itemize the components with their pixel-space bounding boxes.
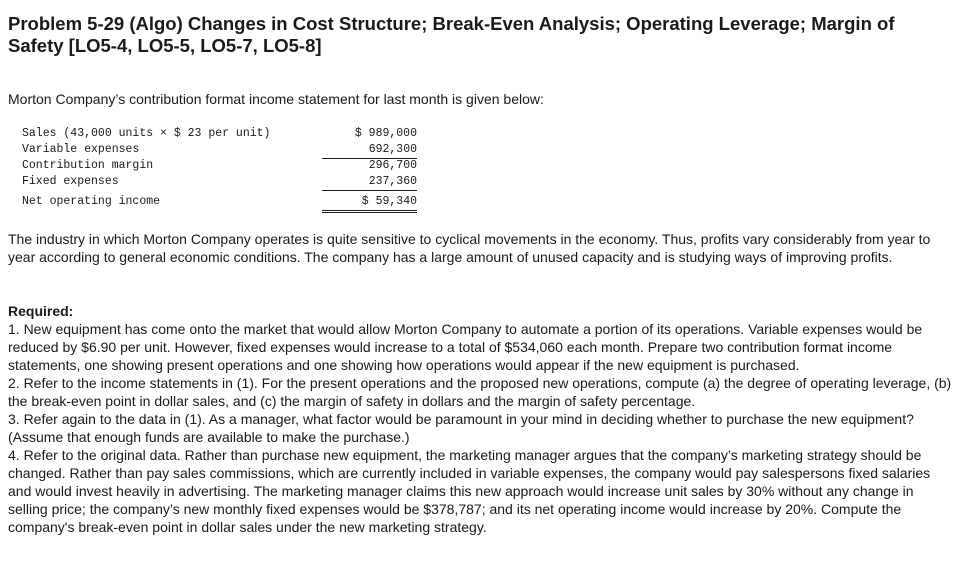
required-heading: Required: — [8, 303, 74, 319]
industry-paragraph: The industry in which Morton Company operates is quite sensitive to cyclical movements in the economy. Thus, profits vary considerably from year to year according to general economic conditions. The company has a large amount of unused capacity and is studying ways of improving profits. — [8, 231, 931, 265]
required-item-3: 3. Refer again to the data in (1). As a manager, what factor would be paramount in your mind in deciding whether to purchase the new equipment? (Assume that enough funds are available to make the purchase.) — [8, 411, 914, 445]
required-list — [8, 320, 953, 536]
statement-label: Fixed expenses — [22, 175, 119, 188]
statement-label: Net operating income — [22, 195, 161, 208]
statement-row-contribution-margin — [22, 158, 417, 174]
statement-amount: 237,360 — [322, 174, 417, 191]
statement-label: Sales (43,000 units × $ 23 per unit) — [22, 127, 271, 140]
statement-amount: $ 989,000 — [354, 127, 417, 140]
statement-row-net-operating-income — [22, 194, 417, 210]
income-statement — [22, 126, 417, 210]
statement-amount: 296,700 — [368, 159, 417, 172]
statement-row-fixed-expenses — [22, 174, 417, 190]
statement-amount: $ 59,340 — [322, 194, 417, 213]
statement-label: Contribution margin — [22, 159, 154, 172]
statement-amount: 692,300 — [322, 142, 417, 159]
statement-row-sales — [22, 126, 417, 142]
statement-label: Variable expenses — [22, 143, 140, 156]
statement-row-variable-expenses — [22, 142, 417, 158]
required-item-1: 1. New equipment has come onto the market that would allow Morton Company to automate a portion of its operations. Variable expenses would be reduced by $6.90 per unit. However, fixed expenses would increase to a total of $534,060 each month. Prepare two contribution format income statements, one showing present operations and one showing how operations would appear if the new equipment is purchased. — [8, 321, 923, 373]
required-item-2: 2. Refer to the income statements in (1). For the present operations and the proposed new operations, compute (a) the degree of operating leverage, (b) the break-even point in dollar sales, and (c) the margin of safety in dollars and the margin of safety percentage. — [8, 375, 952, 409]
intro-text: Morton Company’s contribution format income statement for last month is given below: — [8, 91, 544, 107]
problem-title: Problem 5-29 (Algo) Changes in Cost Structure; Break-Even Analysis; Operating Leverage; Margin of Safety [LO5-4, LO5-5, LO5-7, LO5-8] — [8, 13, 895, 56]
required-item-4: 4. Refer to the original data. Rather than purchase new equipment, the marketing manager argues that the company’s marketing strategy should be changed. Rather than pay sales commissions, which are currently included in variable expenses, the company would pay salespersons fixed salaries and would invest heavily in advertising. The marketing manager claims this new approach would increase unit sales by 30% without any change in selling price; the company’s new monthly fixed expenses would be $378,787; and its net operating income would increase by 20%. Compute the company's break-even point in dollar sales under the new marketing strategy. — [8, 447, 931, 535]
